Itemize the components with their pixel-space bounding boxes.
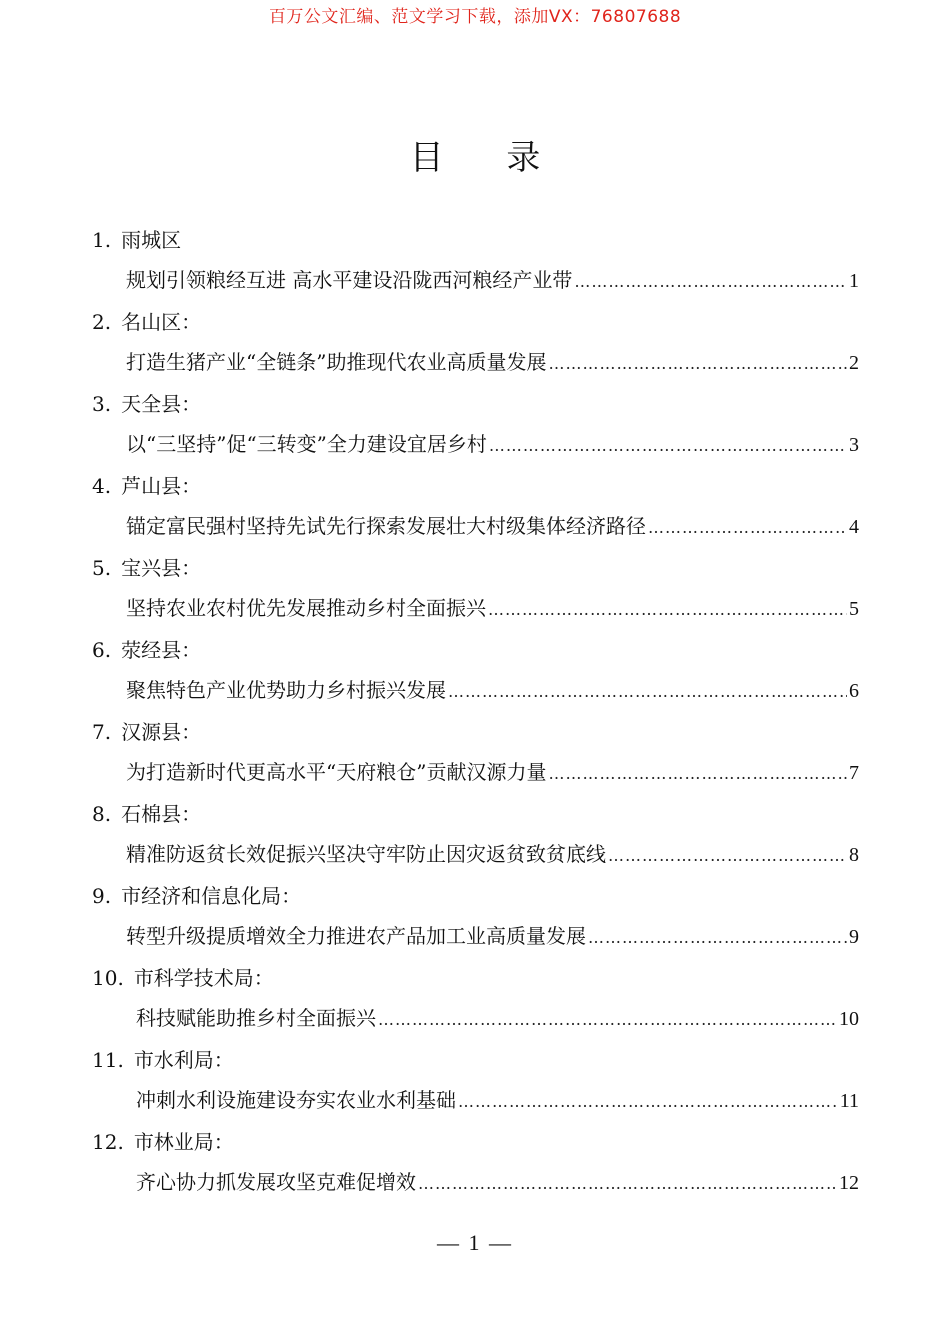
toc-entry-number: 12. [92, 1130, 124, 1154]
toc-entry-link[interactable] [126, 426, 859, 462]
toc-entry-link[interactable] [136, 1000, 859, 1036]
toc-entry-number: 8. [92, 802, 112, 826]
toc-entry-number: 11. [92, 1048, 124, 1072]
toc-entry-heading [92, 550, 201, 586]
toc-entry-title: 打造生猪产业“全链条”助推现代农业高质量发展 [126, 350, 547, 374]
toc-entry-link[interactable] [126, 262, 859, 298]
dot-leader [418, 1166, 837, 1200]
dot-leader [378, 1002, 837, 1036]
toc-entry-heading [92, 632, 201, 668]
toc-entry-page-number: 1 [849, 270, 859, 292]
toc-entry-page-number: 8 [849, 844, 859, 866]
toc-entry-page-number: 9 [849, 926, 859, 948]
dot-leader [488, 592, 847, 626]
toc-entry-number: 9. [92, 884, 112, 908]
toc-entry [0, 468, 950, 550]
toc-entry-organization: 荥经县： [121, 638, 202, 662]
toc-entry-link[interactable] [126, 672, 859, 708]
toc-entry-heading [92, 304, 201, 340]
toc-entry-link[interactable] [136, 1082, 859, 1118]
toc-entry-link[interactable] [136, 1164, 859, 1200]
toc-entry-heading [92, 796, 201, 832]
dot-leader [458, 1084, 838, 1118]
toc-entry [0, 222, 950, 304]
toc-entry [0, 386, 950, 468]
toc-entry-number: 7. [92, 720, 112, 744]
toc-entry-title: 锚定富民强村坚持先试先行探索发展壮大村级集体经济路径 [126, 514, 646, 538]
dot-leader [548, 346, 847, 380]
toc-entry-page-number: 4 [849, 516, 859, 538]
toc-entry-heading [92, 222, 181, 258]
toc-entry-page-number: 12 [839, 1172, 859, 1194]
toc-entry-organization: 市水利局： [133, 1048, 234, 1072]
page-number-footer: — 1 — [437, 1230, 513, 1255]
dot-leader [548, 756, 847, 790]
toc-entry-title: 精准防返贫长效促振兴坚决守牢防止因灾返贫致贫底线 [126, 842, 606, 866]
toc-entry-heading [92, 960, 274, 996]
toc-entry-organization: 宝兴县： [121, 556, 202, 580]
page-title: 目 录 [409, 138, 567, 178]
toc-entry-title: 科技赋能助推乡村全面振兴 [136, 1006, 376, 1030]
toc-entry-page-number: 11 [839, 1090, 859, 1112]
toc-entry-link[interactable] [126, 754, 859, 790]
toc-entry-heading [92, 878, 301, 914]
toc-entry-page-number: 7 [849, 762, 859, 784]
toc-entry-number: 5. [92, 556, 112, 580]
dot-leader [588, 920, 847, 954]
dot-leader [574, 264, 847, 298]
toc-entry-title: 聚焦特色产业优势助力乡村振兴发展 [126, 678, 446, 702]
toc-entry [0, 550, 950, 632]
toc-entry-number: 10. [92, 966, 124, 990]
toc-entry-page-number: 6 [849, 680, 859, 702]
toc-entry-organization: 天全县： [121, 392, 202, 416]
toc-entry-organization: 市经济和信息化局： [121, 884, 302, 908]
toc-entry-heading [92, 468, 201, 504]
toc-entry-organization: 名山区： [121, 310, 202, 334]
toc-entry-title: 转型升级提质增效全力推进农产品加工业高质量发展 [126, 924, 586, 948]
toc-entry-link[interactable] [126, 508, 859, 544]
toc-entry-page-number: 10 [839, 1008, 859, 1030]
toc-entry-link[interactable] [126, 918, 859, 954]
toc-entry-heading [92, 386, 201, 422]
toc-entry-link[interactable] [126, 344, 859, 380]
toc-entry-title: 齐心协力抓发展攻坚克难促增效 [136, 1170, 416, 1194]
toc-entry-organization: 雨城区 [121, 228, 182, 252]
toc-entry-title: 以“三坚持”促“三转变”全力建设宜居乡村 [126, 432, 487, 456]
dot-leader [489, 428, 847, 462]
toc-entry-title: 坚持农业农村优先发展推动乡村全面振兴 [126, 596, 486, 620]
toc-entry-link[interactable] [126, 590, 859, 626]
table-of-contents [0, 222, 950, 1206]
toc-entry-number: 4. [92, 474, 112, 498]
toc-entry [0, 632, 950, 714]
dot-leader [448, 674, 847, 708]
toc-entry-heading [92, 714, 201, 750]
toc-entry-heading [92, 1124, 234, 1160]
toc-entry-organization: 市科学技术局： [133, 966, 274, 990]
toc-entry-organization: 市林业局： [133, 1130, 234, 1154]
toc-entry [0, 878, 950, 960]
toc-entry [0, 796, 950, 878]
toc-entry-number: 1. [92, 228, 112, 252]
toc-entry [0, 304, 950, 386]
toc-entry-link[interactable] [126, 836, 859, 872]
toc-entry-page-number: 5 [849, 598, 859, 620]
dot-leader [648, 510, 847, 544]
toc-entry-title: 规划引领粮经互进 高水平建设沿陇西河粮经产业带 [126, 268, 573, 292]
toc-entry-page-number: 2 [849, 352, 859, 374]
toc-entry-number: 2. [92, 310, 112, 334]
toc-entry-title: 为打造新时代更高水平“天府粮仓”贡献汉源力量 [126, 760, 547, 784]
toc-entry-title: 冲刺水利设施建设夯实农业水利基础 [136, 1088, 456, 1112]
toc-entry-organization: 汉源县： [121, 720, 202, 744]
watermark-text: 百万公文汇编、范文学习下载，添加VX：76807688 [268, 7, 682, 27]
toc-entry-number: 6. [92, 638, 112, 662]
toc-entry [0, 1124, 950, 1206]
toc-entry-number: 3. [92, 392, 112, 416]
toc-entry [0, 960, 950, 1042]
dot-leader [608, 838, 847, 872]
toc-entry-heading [92, 1042, 234, 1078]
toc-entry-organization: 石棉县： [121, 802, 202, 826]
toc-entry-organization: 芦山县： [121, 474, 202, 498]
toc-entry-page-number: 3 [849, 434, 859, 456]
toc-entry [0, 714, 950, 796]
toc-entry [0, 1042, 950, 1124]
